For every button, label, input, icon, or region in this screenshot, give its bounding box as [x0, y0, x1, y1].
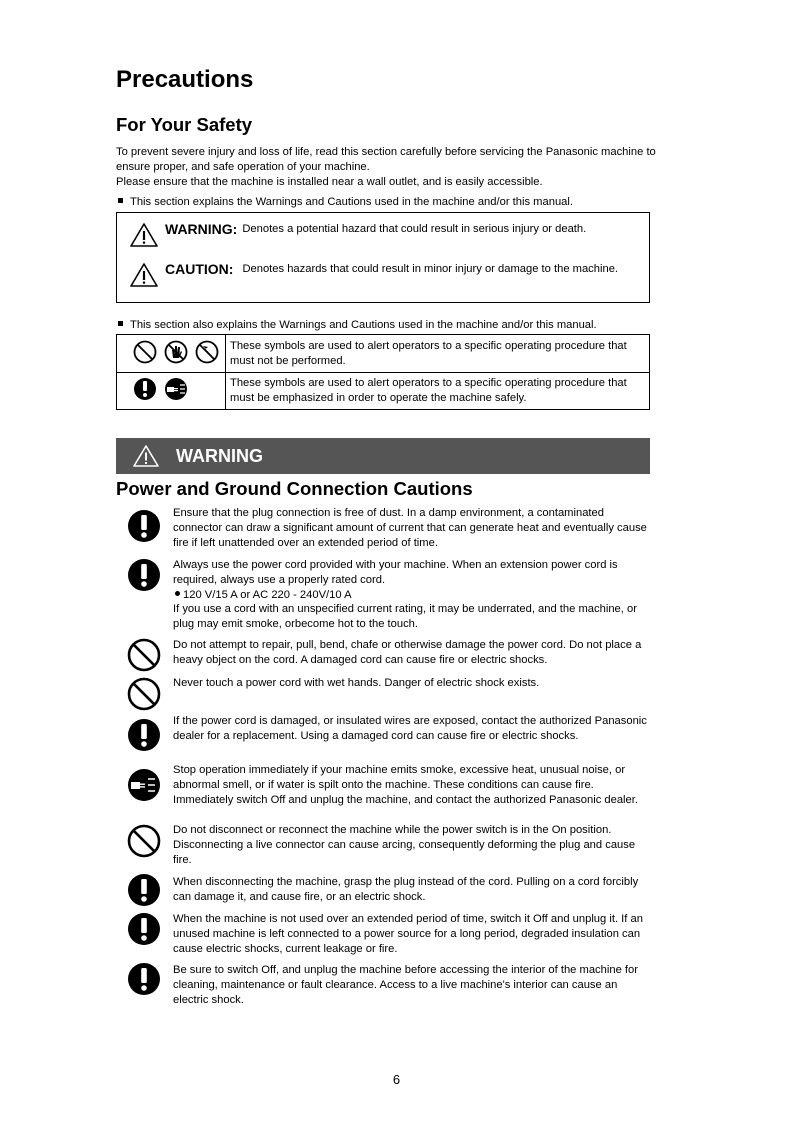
bullet-text: This section also explains the Warnings and Cautions used in the machine and/or this manual.: [130, 319, 597, 331]
caution-description: Denotes hazards that could result in minor injury or damage to the machine.: [242, 263, 619, 275]
square-bullet-icon: [118, 198, 123, 203]
rating-spec: [173, 588, 652, 603]
mandatory-icon: [127, 962, 161, 996]
hazard-legend-box: [116, 212, 650, 303]
item-text: Always use the power cord provided with your machine. When an extension power cord is required, always use a properly rated cord.: [173, 559, 618, 586]
list-item: [173, 558, 652, 632]
warning-triangle-icon: [132, 444, 160, 468]
page-number: 6: [392, 1072, 401, 1087]
intro-paragraph-2: Please ensure that the machine is installed near a wall outlet, and is easily accessible.: [116, 176, 543, 188]
warning-legend-row: [129, 222, 586, 248]
no-disassembly-icon: [195, 339, 219, 365]
caution-triangle-icon: [129, 262, 159, 288]
rating-spec-text: 120 V/15 A or AC 220 - 240V/10 A: [183, 588, 352, 601]
mandatory-icon: [127, 509, 161, 543]
no-touch-icon: [164, 339, 188, 365]
page-heading: Precautions: [116, 66, 254, 93]
caution-legend-row: [129, 262, 618, 288]
list-item: Do not disconnect or reconnect the machine while the power switch is in the On position. Disconnecting a live connector can cause arcing, consequently deforming the plug and cause fire.: [173, 824, 636, 866]
list-item: Ensure that the plug connection is free of dust. In a damp environment, a contaminated connector can draw a significant amount of current that can generate heat and eventually cause fire if left unattended over an extended period of time.: [173, 507, 647, 549]
list-item: When disconnecting the machine, grasp the plug instead of the cord. Pulling on a cord forcibly can damage it, and cause fire, or an electric shock.: [173, 876, 639, 903]
prohibited-icon: [127, 638, 161, 672]
bullet-warnings-cautions: [118, 195, 573, 209]
bullet-symbols: [118, 318, 597, 332]
round-bullet-icon: [175, 591, 180, 596]
subsection-title: Power and Ground Connection Cautions: [116, 478, 473, 499]
intro-text: [116, 145, 676, 190]
list-item: Never touch a power cord with wet hands. Danger of electric shock exists.: [173, 677, 540, 689]
symbols-divider-horizontal: [117, 372, 649, 373]
symbols-legend-box: [116, 334, 650, 410]
caution-keyword: CAUTION:: [165, 261, 234, 277]
warning-description: Denotes a potential hazard that could result in serious injury or death.: [242, 223, 587, 235]
mandatory-symbols: [133, 376, 188, 402]
list-item: Do not attempt to repair, pull, bend, chafe or otherwise damage the power cord. Do not place a heavy object on the cord. A damaged cord can cause fire or electric shocks.: [173, 639, 642, 666]
mandatory-icon: [127, 912, 161, 946]
mandatory-icon: [133, 376, 157, 402]
section-title: For Your Safety: [116, 114, 253, 135]
list-item: Be sure to switch Off, and unplug the machine before accessing the interior of the machine for cleaning, maintenance or fault clearance. Access to a live machine's interior can cause an electric shock.: [173, 964, 638, 1006]
prohibited-icon: [127, 824, 161, 858]
unplug-icon: [164, 376, 188, 402]
intro-paragraph-1: To prevent severe injury and loss of life, read this section carefully before servicing the Panasonic machine to ensure proper, and safe operation of your machine.: [116, 146, 656, 173]
prohibited-icon: [133, 339, 157, 365]
mandatory-icon: [127, 718, 161, 752]
list-item: If the power cord is damaged, or insulated wires are exposed, contact the authorized Panasonic dealer for a replacement. Using a damaged cord can cause fire or electric shocks.: [173, 715, 647, 742]
list-item: When the machine is not used over an extended period of time, switch it Off and unplug it. If an unused machine is left connected to a power source for a long period, degraded insulation can cause electric shocks, current leakage or fire.: [173, 913, 643, 955]
mandatory-icon: [127, 873, 161, 907]
square-bullet-icon: [118, 321, 123, 326]
prohibition-symbols: [133, 339, 219, 365]
unplug-icon: [127, 768, 161, 802]
warning-banner-label: WARNING: [176, 445, 263, 466]
mandatory-icon: [127, 558, 161, 592]
warning-keyword: WARNING:: [165, 221, 238, 237]
prohibited-icon: [127, 677, 161, 711]
warning-triangle-icon: [129, 222, 159, 248]
warning-banner: [116, 438, 650, 474]
item-text-continued: If you use a cord with an unspecified current rating, it may be underrated, and the machine, or plug may emit smoke, orbecome hot to the touch.: [173, 603, 637, 631]
list-item: Stop operation immediately if your machine emits smoke, excessive heat, unusual noise, or abnormal smell, or if water is spilt onto the machine. These conditions can cause fire. Immediately switch Off and unplug the machine, and contact the authorized Panasonic dealer.: [173, 764, 638, 806]
prohibition-symbols-text: These symbols are used to alert operators to a specific operating procedure that must not be performed.: [230, 340, 627, 367]
mandatory-symbols-text: These symbols are used to alert operators to a specific operating procedure that must be emphasized in order to operate the machine safely.: [230, 377, 627, 404]
bullet-text: This section explains the Warnings and Cautions used in the machine and/or this manual.: [130, 196, 573, 208]
